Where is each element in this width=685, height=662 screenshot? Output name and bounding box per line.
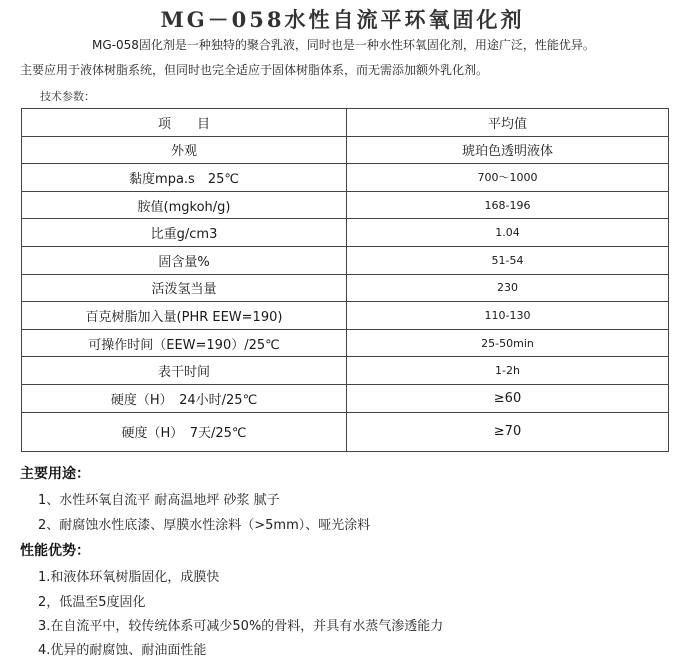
row-label: 固含量%	[22, 246, 347, 274]
table-row	[22, 191, 669, 219]
row-value: 700～1000	[347, 164, 669, 192]
advantage-item-2: 2，低温至5度固化	[38, 595, 146, 610]
intro-line-1: MG-058固化剂是一种独特的聚合乳液，同时也是一种水性环氧固化剂，用途广泛，性能优异。	[92, 38, 595, 52]
uses-title: 主要用途：	[20, 466, 90, 482]
table-row	[22, 329, 669, 357]
advantage-item-3: 3.在自流平中，较传统体系可减少50%的骨料，并具有水蒸气渗透能力	[38, 619, 444, 634]
row-label: 外观	[22, 136, 347, 164]
table-row	[22, 412, 669, 451]
row-label: 可操作时间（EEW=190）/25℃	[22, 329, 347, 357]
row-value: 230	[347, 274, 669, 302]
advantage-item-4: 4.优异的耐腐蚀、耐油面性能	[38, 643, 207, 658]
table-row	[22, 136, 669, 164]
page-title: MG－058水性自流平环氧固化剂	[160, 7, 525, 32]
table-row	[22, 384, 669, 412]
row-label: 百克树脂加入量(PHR EEW=190)	[22, 302, 347, 330]
row-label: 表干时间	[22, 357, 347, 385]
row-value: ≥70	[347, 412, 669, 451]
uses-item-2: 2、耐腐蚀水性底漆、厚膜水性涂料（>5mm）、哑光涂料	[38, 518, 371, 533]
row-value: 琥珀色透明液体	[347, 136, 669, 164]
header-item: 项 目	[22, 109, 347, 137]
row-label: 比重g/cm3	[22, 219, 347, 247]
params-label: 技术参数：	[40, 90, 95, 103]
uses-item-1: 1、水性环氧自流平 耐高温地坪 砂浆 腻子	[38, 493, 280, 508]
row-label: 硬度（H） 24小时/25℃	[22, 384, 347, 412]
table-row	[22, 302, 669, 330]
table-row	[22, 246, 669, 274]
row-label: 黏度mpa.s 25℃	[22, 164, 347, 192]
advantages-title: 性能优势：	[20, 543, 90, 559]
table-row	[22, 164, 669, 192]
advantage-item-1: 1.和液体环氧树脂固化，成膜快	[38, 570, 220, 585]
row-label: 活泼氢当量	[22, 274, 347, 302]
table-header-row	[22, 109, 669, 137]
intro-line-2: 主要应用于液体树脂系统，但同时也完全适应于固体树脂体系，而无需添加额外乳化剂。	[20, 63, 489, 77]
row-label: 胺值(mgkoh/g)	[22, 191, 347, 219]
row-value: 51-54	[347, 246, 669, 274]
row-value: 1.04	[347, 219, 669, 247]
row-label: 硬度（H） 7天/25℃	[22, 412, 347, 451]
table-row	[22, 219, 669, 247]
row-value: 1-2h	[347, 357, 669, 385]
row-value: ≥60	[347, 384, 669, 412]
row-value: 168-196	[347, 191, 669, 219]
table-row	[22, 357, 669, 385]
header-value: 平均值	[347, 109, 669, 137]
row-value: 25-50min	[347, 329, 669, 357]
row-value: 110-130	[347, 302, 669, 330]
spec-table	[21, 108, 669, 452]
table-row	[22, 274, 669, 302]
